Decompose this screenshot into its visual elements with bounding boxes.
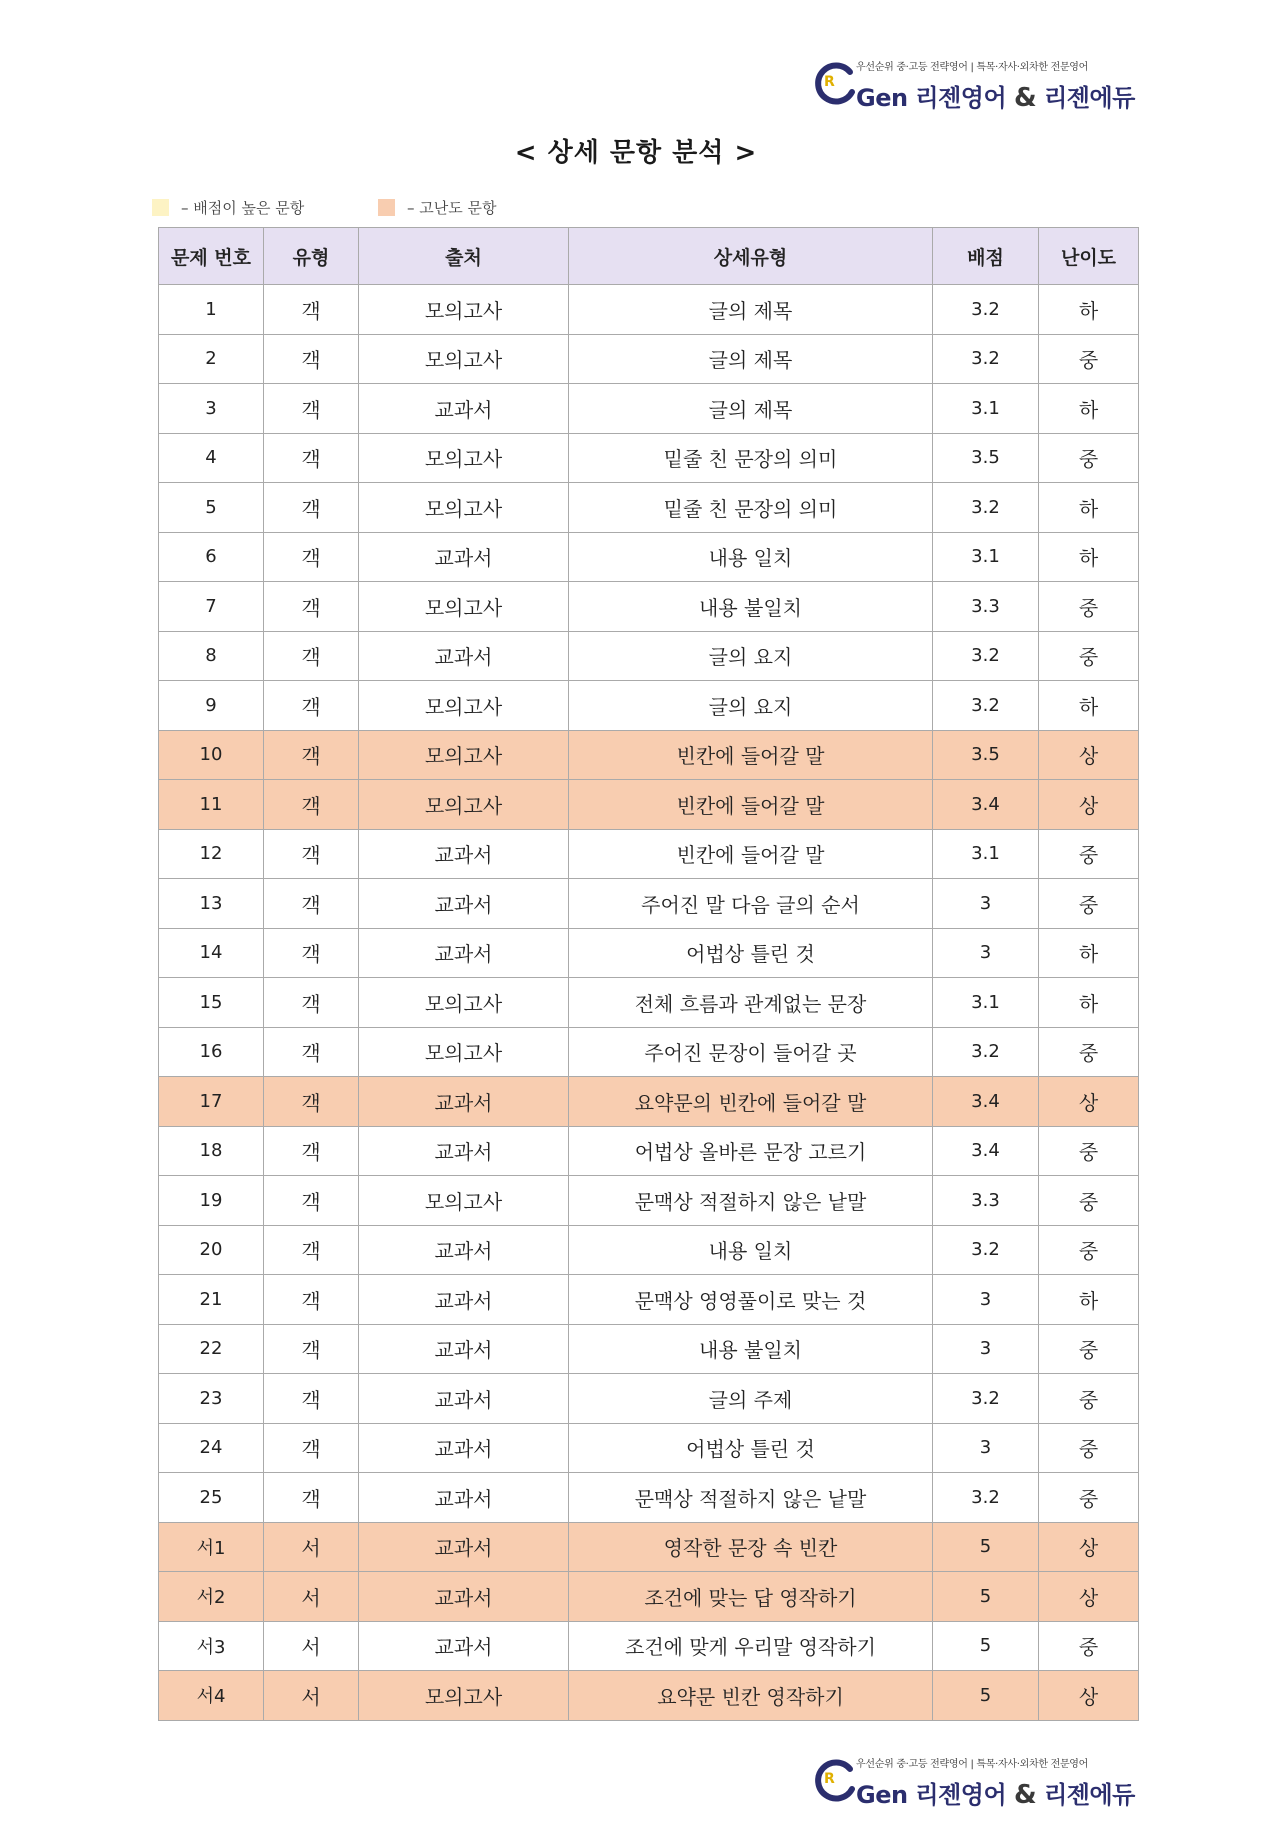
rgen-logo-mark-icon: [812, 1759, 858, 1805]
cell-detail: 빈칸에 들어갈 말: [569, 780, 933, 830]
cell-source: 교과서: [359, 1473, 569, 1523]
cell-number: 19: [159, 1176, 264, 1226]
cell-number: 21: [159, 1275, 264, 1325]
cell-points: 3: [933, 928, 1039, 978]
cell-type: 객: [264, 829, 359, 879]
cell-number: 25: [159, 1473, 264, 1523]
col-header-difficulty: 난이도: [1039, 228, 1139, 285]
cell-source: 교과서: [359, 1126, 569, 1176]
cell-detail: 어법상 틀린 것: [569, 928, 933, 978]
cell-detail: 내용 불일치: [569, 582, 933, 632]
cell-source: 모의고사: [359, 433, 569, 483]
table-row: [159, 483, 1139, 533]
cell-difficulty: 중: [1039, 1126, 1139, 1176]
cell-type: 서: [264, 1621, 359, 1671]
cell-number: 12: [159, 829, 264, 879]
cell-type: 객: [264, 1176, 359, 1226]
cell-detail: 밑줄 친 문장의 의미: [569, 483, 933, 533]
cell-difficulty: 중: [1039, 582, 1139, 632]
table-row: [159, 1225, 1139, 1275]
cell-type: 객: [264, 1473, 359, 1523]
cell-type: 객: [264, 433, 359, 483]
cell-source: 모의고사: [359, 730, 569, 780]
table-row: [159, 285, 1139, 335]
cell-detail: 내용 불일치: [569, 1324, 933, 1374]
cell-difficulty: 상: [1039, 1077, 1139, 1127]
cell-source: 교과서: [359, 1374, 569, 1424]
cell-difficulty: 중: [1039, 1225, 1139, 1275]
cell-number: 23: [159, 1374, 264, 1424]
table-row: [159, 334, 1139, 384]
cell-type: 객: [264, 978, 359, 1028]
cell-type: 객: [264, 1275, 359, 1325]
cell-number: 20: [159, 1225, 264, 1275]
cell-source: 교과서: [359, 1225, 569, 1275]
page-title: < 상세 문항 분석 >: [514, 138, 758, 168]
cell-points: 3.1: [933, 978, 1039, 1028]
cell-detail: 전체 흐름과 관계없는 문장: [569, 978, 933, 1028]
cell-detail: 요약문 빈칸 영작하기: [569, 1671, 933, 1721]
cell-difficulty: 하: [1039, 532, 1139, 582]
cell-source: 교과서: [359, 879, 569, 929]
table-row: [159, 1522, 1139, 1572]
table-row: [159, 879, 1139, 929]
cell-points: 5: [933, 1621, 1039, 1671]
brand-gen: Gen: [856, 84, 908, 112]
cell-number: 서3: [159, 1621, 264, 1671]
cell-points: 3: [933, 1324, 1039, 1374]
cell-difficulty: 중: [1039, 1423, 1139, 1473]
legend-item-hard: [378, 197, 497, 218]
col-header-type: 유형: [264, 228, 359, 285]
cell-points: 3.1: [933, 384, 1039, 434]
cell-difficulty: 하: [1039, 483, 1139, 533]
table-row: [159, 1473, 1139, 1523]
brand-name-1: 리젠영어: [915, 84, 1007, 112]
cell-difficulty: 중: [1039, 1324, 1139, 1374]
table-row: [159, 631, 1139, 681]
cell-detail: 요약문의 빈칸에 들어갈 말: [569, 1077, 933, 1127]
cell-points: 3: [933, 1423, 1039, 1473]
cell-number: 6: [159, 532, 264, 582]
logo-mark-letter: R: [824, 1771, 835, 1787]
cell-detail: 글의 제목: [569, 384, 933, 434]
brand-amp: &: [1014, 83, 1037, 113]
col-header-detail: 상세유형: [569, 228, 933, 285]
cell-points: 3.4: [933, 1126, 1039, 1176]
cell-difficulty: 중: [1039, 1176, 1139, 1226]
cell-type: 객: [264, 334, 359, 384]
cell-points: 3.2: [933, 1473, 1039, 1523]
cell-points: 5: [933, 1572, 1039, 1622]
cell-type: 객: [264, 532, 359, 582]
cell-type: 서: [264, 1522, 359, 1572]
col-header-number: 문제 번호: [159, 228, 264, 285]
cell-type: 서: [264, 1671, 359, 1721]
table-row: [159, 1126, 1139, 1176]
cell-detail: 문맥상 적절하지 않은 낱말: [569, 1176, 933, 1226]
cell-difficulty: 중: [1039, 879, 1139, 929]
legend-label: – 배점이 높은 문항: [181, 199, 305, 217]
cell-detail: 글의 주제: [569, 1374, 933, 1424]
cell-difficulty: 상: [1039, 730, 1139, 780]
table-row: [159, 1324, 1139, 1374]
cell-type: 객: [264, 483, 359, 533]
cell-points: 3.3: [933, 582, 1039, 632]
table-row: [159, 1077, 1139, 1127]
cell-source: 모의고사: [359, 582, 569, 632]
cell-number: 서2: [159, 1572, 264, 1622]
cell-difficulty: 중: [1039, 1473, 1139, 1523]
cell-number: 5: [159, 483, 264, 533]
col-header-source: 출처: [359, 228, 569, 285]
cell-detail: 어법상 틀린 것: [569, 1423, 933, 1473]
cell-points: 3.2: [933, 681, 1039, 731]
table-row: [159, 978, 1139, 1028]
cell-type: 객: [264, 1027, 359, 1077]
cell-points: 3.2: [933, 483, 1039, 533]
cell-source: 교과서: [359, 1621, 569, 1671]
table-header-row: [159, 228, 1139, 285]
cell-type: 객: [264, 582, 359, 632]
cell-detail: 조건에 맞게 우리말 영작하기: [569, 1621, 933, 1671]
cell-source: 교과서: [359, 1077, 569, 1127]
cell-type: 객: [264, 631, 359, 681]
cell-number: 17: [159, 1077, 264, 1127]
brand-name-1: 리젠영어: [915, 1781, 1007, 1809]
col-header-points: 배점: [933, 228, 1039, 285]
cell-number: 24: [159, 1423, 264, 1473]
cell-type: 객: [264, 1225, 359, 1275]
legend-swatch-orange: [378, 199, 395, 216]
logo-mark-letter: R: [824, 74, 835, 90]
cell-detail: 글의 요지: [569, 681, 933, 731]
cell-number: 13: [159, 879, 264, 929]
cell-points: 3.5: [933, 433, 1039, 483]
cell-detail: 주어진 문장이 들어갈 곳: [569, 1027, 933, 1077]
cell-difficulty: 중: [1039, 1374, 1139, 1424]
cell-difficulty: 중: [1039, 334, 1139, 384]
cell-detail: 영작한 문장 속 빈칸: [569, 1522, 933, 1572]
cell-source: 모의고사: [359, 978, 569, 1028]
brand-name: [856, 1775, 1135, 1810]
cell-points: 3.5: [933, 730, 1039, 780]
cell-detail: 내용 일치: [569, 532, 933, 582]
cell-difficulty: 중: [1039, 433, 1139, 483]
cell-number: 16: [159, 1027, 264, 1077]
cell-number: 서4: [159, 1671, 264, 1721]
cell-difficulty: 하: [1039, 285, 1139, 335]
cell-number: 15: [159, 978, 264, 1028]
cell-number: 2: [159, 334, 264, 384]
brand-name: [856, 78, 1135, 113]
cell-points: 3.3: [933, 1176, 1039, 1226]
brand-tagline: 우선순위 중·고등 전략영어 | 특목·자사·외차한 전문영어: [856, 1759, 1089, 1770]
cell-source: 교과서: [359, 384, 569, 434]
table-row: [159, 582, 1139, 632]
cell-source: 교과서: [359, 1275, 569, 1325]
cell-points: 3.1: [933, 532, 1039, 582]
cell-number: 18: [159, 1126, 264, 1176]
cell-points: 3.2: [933, 1027, 1039, 1077]
cell-number: 8: [159, 631, 264, 681]
cell-number: 서1: [159, 1522, 264, 1572]
table-row: [159, 780, 1139, 830]
cell-source: 교과서: [359, 1572, 569, 1622]
cell-points: 5: [933, 1671, 1039, 1721]
cell-detail: 주어진 말 다음 글의 순서: [569, 879, 933, 929]
table-body: [159, 285, 1139, 1721]
cell-points: 3.2: [933, 631, 1039, 681]
legend-label: – 고난도 문항: [407, 199, 497, 217]
cell-type: 서: [264, 1572, 359, 1622]
brand-amp: &: [1014, 1780, 1037, 1810]
cell-detail: 조건에 맞는 답 영작하기: [569, 1572, 933, 1622]
cell-source: 모의고사: [359, 780, 569, 830]
cell-detail: 내용 일치: [569, 1225, 933, 1275]
cell-source: 모의고사: [359, 1027, 569, 1077]
cell-number: 14: [159, 928, 264, 978]
legend-swatch-yellow: [152, 199, 169, 216]
cell-difficulty: 하: [1039, 978, 1139, 1028]
table-row: [159, 928, 1139, 978]
table-row: [159, 1423, 1139, 1473]
cell-detail: 빈칸에 들어갈 말: [569, 829, 933, 879]
table-row: [159, 384, 1139, 434]
brand-logo-bottom: [812, 1753, 1135, 1811]
cell-difficulty: 하: [1039, 928, 1139, 978]
question-analysis-table: [158, 227, 1139, 1721]
cell-difficulty: 중: [1039, 1621, 1139, 1671]
table-row: [159, 1027, 1139, 1077]
cell-number: 10: [159, 730, 264, 780]
cell-detail: 글의 제목: [569, 285, 933, 335]
cell-source: 모의고사: [359, 334, 569, 384]
rgen-logo-mark-icon: [812, 62, 858, 108]
table-row: [159, 1275, 1139, 1325]
cell-detail: 빈칸에 들어갈 말: [569, 730, 933, 780]
cell-type: 객: [264, 681, 359, 731]
cell-detail: 글의 요지: [569, 631, 933, 681]
cell-points: 3: [933, 879, 1039, 929]
cell-source: 교과서: [359, 631, 569, 681]
cell-source: 모의고사: [359, 1671, 569, 1721]
cell-type: 객: [264, 384, 359, 434]
cell-source: 교과서: [359, 1522, 569, 1572]
cell-points: 3.1: [933, 829, 1039, 879]
table-row: [159, 681, 1139, 731]
table-row: [159, 730, 1139, 780]
legend-item-high-points: [152, 197, 304, 218]
cell-type: 객: [264, 730, 359, 780]
cell-difficulty: 중: [1039, 1027, 1139, 1077]
cell-points: 3: [933, 1275, 1039, 1325]
cell-number: 11: [159, 780, 264, 830]
cell-number: 3: [159, 384, 264, 434]
table-row: [159, 1572, 1139, 1622]
brand-name-2: 리젠에듀: [1044, 1781, 1135, 1809]
cell-difficulty: 하: [1039, 681, 1139, 731]
cell-source: 교과서: [359, 829, 569, 879]
cell-type: 객: [264, 928, 359, 978]
cell-difficulty: 하: [1039, 1275, 1139, 1325]
brand-tagline: 우선순위 중·고등 전략영어 | 특목·자사·외차한 전문영어: [856, 62, 1089, 73]
cell-difficulty: 상: [1039, 780, 1139, 830]
cell-type: 객: [264, 285, 359, 335]
cell-detail: 밑줄 친 문장의 의미: [569, 433, 933, 483]
cell-type: 객: [264, 879, 359, 929]
cell-type: 객: [264, 1077, 359, 1127]
table-row: [159, 532, 1139, 582]
cell-detail: 글의 제목: [569, 334, 933, 384]
cell-detail: 문맥상 적절하지 않은 낱말: [569, 1473, 933, 1523]
cell-source: 교과서: [359, 928, 569, 978]
cell-source: 교과서: [359, 532, 569, 582]
cell-type: 객: [264, 1423, 359, 1473]
cell-source: 모의고사: [359, 483, 569, 533]
cell-difficulty: 중: [1039, 829, 1139, 879]
table-row: [159, 1671, 1139, 1721]
table-row: [159, 829, 1139, 879]
cell-points: 3.2: [933, 1225, 1039, 1275]
brand-logo-top: [812, 56, 1135, 114]
cell-difficulty: 상: [1039, 1522, 1139, 1572]
cell-type: 객: [264, 1374, 359, 1424]
cell-type: 객: [264, 1126, 359, 1176]
cell-points: 3.4: [933, 1077, 1039, 1127]
cell-number: 9: [159, 681, 264, 731]
cell-difficulty: 상: [1039, 1572, 1139, 1622]
cell-number: 22: [159, 1324, 264, 1374]
cell-source: 교과서: [359, 1324, 569, 1374]
cell-number: 7: [159, 582, 264, 632]
cell-points: 3.2: [933, 334, 1039, 384]
table-row: [159, 1374, 1139, 1424]
cell-difficulty: 하: [1039, 384, 1139, 434]
cell-number: 1: [159, 285, 264, 335]
cell-difficulty: 중: [1039, 631, 1139, 681]
table-row: [159, 1176, 1139, 1226]
cell-type: 객: [264, 780, 359, 830]
cell-points: 5: [933, 1522, 1039, 1572]
cell-source: 교과서: [359, 1423, 569, 1473]
brand-name-2: 리젠에듀: [1044, 84, 1135, 112]
cell-points: 3.2: [933, 1374, 1039, 1424]
cell-detail: 어법상 올바른 문장 고르기: [569, 1126, 933, 1176]
table-row: [159, 433, 1139, 483]
brand-gen: Gen: [856, 1781, 908, 1809]
cell-points: 3.4: [933, 780, 1039, 830]
cell-source: 모의고사: [359, 1176, 569, 1226]
cell-source: 모의고사: [359, 681, 569, 731]
cell-type: 객: [264, 1324, 359, 1374]
cell-detail: 문맥상 영영풀이로 맞는 것: [569, 1275, 933, 1325]
table-row: [159, 1621, 1139, 1671]
cell-points: 3.2: [933, 285, 1039, 335]
cell-number: 4: [159, 433, 264, 483]
cell-difficulty: 상: [1039, 1671, 1139, 1721]
cell-source: 모의고사: [359, 285, 569, 335]
